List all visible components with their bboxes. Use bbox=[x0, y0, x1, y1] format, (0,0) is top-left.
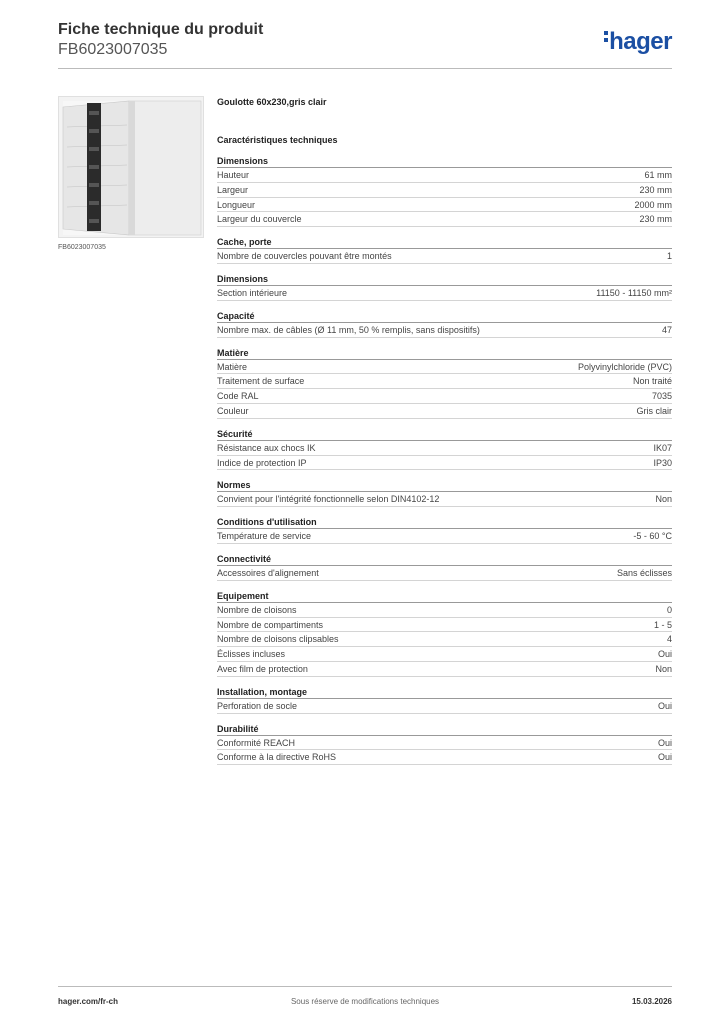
section-normes bbox=[217, 478, 672, 507]
spec-label: Traitement de surface bbox=[217, 376, 305, 387]
footer-website-link[interactable]: hager.com/fr-ch bbox=[58, 997, 119, 1006]
section-title: Dimensions bbox=[217, 272, 672, 286]
spec-value: 2000 mm bbox=[634, 199, 672, 210]
section-installation-montage bbox=[217, 685, 672, 714]
spec-value: Non traité bbox=[632, 376, 672, 387]
spec-value: IK07 bbox=[653, 442, 672, 453]
spec-value: -5 - 60 °C bbox=[633, 531, 672, 542]
spec-value: 7035 bbox=[651, 391, 672, 402]
logo-dots-icon bbox=[604, 28, 608, 45]
section-title: Cache, porte bbox=[217, 235, 672, 249]
section-title: Equipement bbox=[217, 589, 672, 603]
spec-value: Gris clair bbox=[636, 405, 672, 416]
spec-label: Indice de protection IP bbox=[217, 457, 307, 468]
spec-label: Conformité REACH bbox=[217, 737, 296, 748]
spec-row bbox=[217, 323, 672, 338]
spec-row bbox=[217, 198, 672, 213]
section-securite bbox=[217, 427, 672, 471]
spec-label: Conforme à la directive RoHS bbox=[217, 752, 337, 763]
spec-label: Couleur bbox=[217, 405, 249, 416]
section-title: Capacité bbox=[217, 309, 672, 323]
spec-value: 230 mm bbox=[639, 214, 672, 225]
section-title: Connectivité bbox=[217, 552, 672, 566]
spec-label: Éclisses incluses bbox=[217, 649, 286, 660]
spec-row bbox=[217, 566, 672, 581]
footer-disclaimer: Sous réserve de modifications techniques bbox=[290, 997, 440, 1006]
spec-label: Section intérieure bbox=[217, 287, 288, 298]
spec-value: IP30 bbox=[653, 457, 672, 468]
spec-label: Matière bbox=[217, 361, 248, 372]
spec-value: Oui bbox=[657, 737, 672, 748]
section-equipement bbox=[217, 589, 672, 677]
spec-label: Code RAL bbox=[217, 391, 259, 402]
product-image bbox=[58, 96, 204, 238]
footer-date: 15.03.2026 bbox=[631, 997, 672, 1006]
spec-value: 1 bbox=[666, 251, 672, 262]
spec-value: Sans éclisses bbox=[616, 567, 672, 578]
section-title: Durabilité bbox=[217, 722, 672, 736]
spec-row bbox=[217, 441, 672, 456]
product-name: Goulotte 60x230,gris clair bbox=[217, 97, 327, 107]
spec-value: 61 mm bbox=[644, 170, 672, 180]
spec-row bbox=[217, 212, 672, 227]
section-title: Sécurité bbox=[217, 427, 672, 441]
spec-row bbox=[217, 492, 672, 507]
spec-label: Température de service bbox=[217, 531, 312, 542]
footer-divider bbox=[58, 986, 672, 987]
spec-label: Largeur du couvercle bbox=[217, 214, 302, 225]
spec-value: 4 bbox=[666, 634, 672, 645]
spec-row bbox=[217, 286, 672, 301]
spec-row bbox=[217, 183, 672, 198]
spec-value: Oui bbox=[657, 700, 672, 711]
spec-row bbox=[217, 360, 672, 375]
section-title: Dimensions bbox=[217, 154, 672, 168]
spec-label: Nombre de cloisons bbox=[217, 604, 297, 615]
spec-row bbox=[217, 750, 672, 765]
page-header bbox=[58, 20, 672, 68]
spec-row bbox=[217, 662, 672, 677]
spec-row bbox=[217, 647, 672, 662]
spec-label: Largeur bbox=[217, 184, 249, 195]
spec-label: Longueur bbox=[217, 199, 256, 210]
section-capacite bbox=[217, 309, 672, 338]
specifications bbox=[217, 96, 672, 773]
section-dimensions-interior bbox=[217, 272, 672, 301]
spec-label: Résistance aux chocs IK bbox=[217, 442, 316, 453]
spec-row bbox=[217, 404, 672, 419]
spec-value: 11150 - 11150 mm² bbox=[596, 287, 672, 298]
spec-value: Oui bbox=[657, 649, 672, 660]
spec-value: 0 bbox=[666, 604, 672, 615]
section-title: Installation, montage bbox=[217, 685, 672, 699]
spec-value: Non bbox=[655, 494, 672, 505]
spec-value: Non bbox=[655, 663, 672, 674]
section-title: Normes bbox=[217, 478, 672, 492]
section-cache-porte bbox=[217, 235, 672, 264]
spec-row bbox=[217, 456, 672, 471]
section-dimensions bbox=[217, 154, 672, 227]
section-matiere bbox=[217, 346, 672, 419]
product-code: FB6023007035 bbox=[58, 41, 168, 58]
image-caption: FB6023007035 bbox=[58, 244, 106, 251]
spec-label: Accessoires d'alignement bbox=[217, 567, 319, 578]
page-title: Fiche technique du produit bbox=[58, 21, 264, 38]
section-title: Matière bbox=[217, 346, 672, 360]
spec-row bbox=[217, 249, 672, 264]
spec-row bbox=[217, 699, 672, 714]
spec-row bbox=[217, 603, 672, 618]
spec-value: Polyvinylchloride (PVC) bbox=[577, 361, 672, 372]
spec-row bbox=[217, 618, 672, 633]
spec-value: Oui bbox=[657, 752, 672, 763]
spec-label: Nombre de cloisons clipsables bbox=[217, 634, 339, 645]
spec-label: Nombre max. de câbles (Ø 11 mm, 50 % remplis, sans dispositifs) bbox=[217, 324, 480, 335]
spec-label: Hauteur bbox=[217, 170, 250, 180]
technical-characteristics-heading: Caractéristiques techniques bbox=[217, 135, 338, 145]
spec-row bbox=[217, 168, 672, 183]
spec-label: Perforation de socle bbox=[217, 700, 298, 711]
spec-value: 1 - 5 bbox=[653, 619, 672, 630]
section-durabilite bbox=[217, 722, 672, 766]
spec-label: Avec film de protection bbox=[217, 663, 308, 674]
section-connectivite bbox=[217, 552, 672, 581]
spec-row bbox=[217, 529, 672, 544]
spec-row bbox=[217, 632, 672, 647]
spec-label: Nombre de couvercles pouvant être montés bbox=[217, 251, 392, 262]
spec-label: Convient pour l'intégrité fonctionnelle selon DIN4102-12 bbox=[217, 494, 440, 505]
logo-text: hager bbox=[609, 28, 672, 55]
cable-trunking-icon bbox=[59, 97, 204, 238]
spec-row bbox=[217, 389, 672, 404]
hager-logo bbox=[604, 28, 672, 56]
section-conditions-utilisation bbox=[217, 515, 672, 544]
spec-row bbox=[217, 736, 672, 751]
spec-value: 47 bbox=[661, 324, 672, 335]
spec-row bbox=[217, 374, 672, 389]
header-divider bbox=[58, 68, 672, 69]
spec-value: 230 mm bbox=[639, 184, 672, 195]
spec-label: Nombre de compartiments bbox=[217, 619, 324, 630]
section-title: Conditions d'utilisation bbox=[217, 515, 672, 529]
